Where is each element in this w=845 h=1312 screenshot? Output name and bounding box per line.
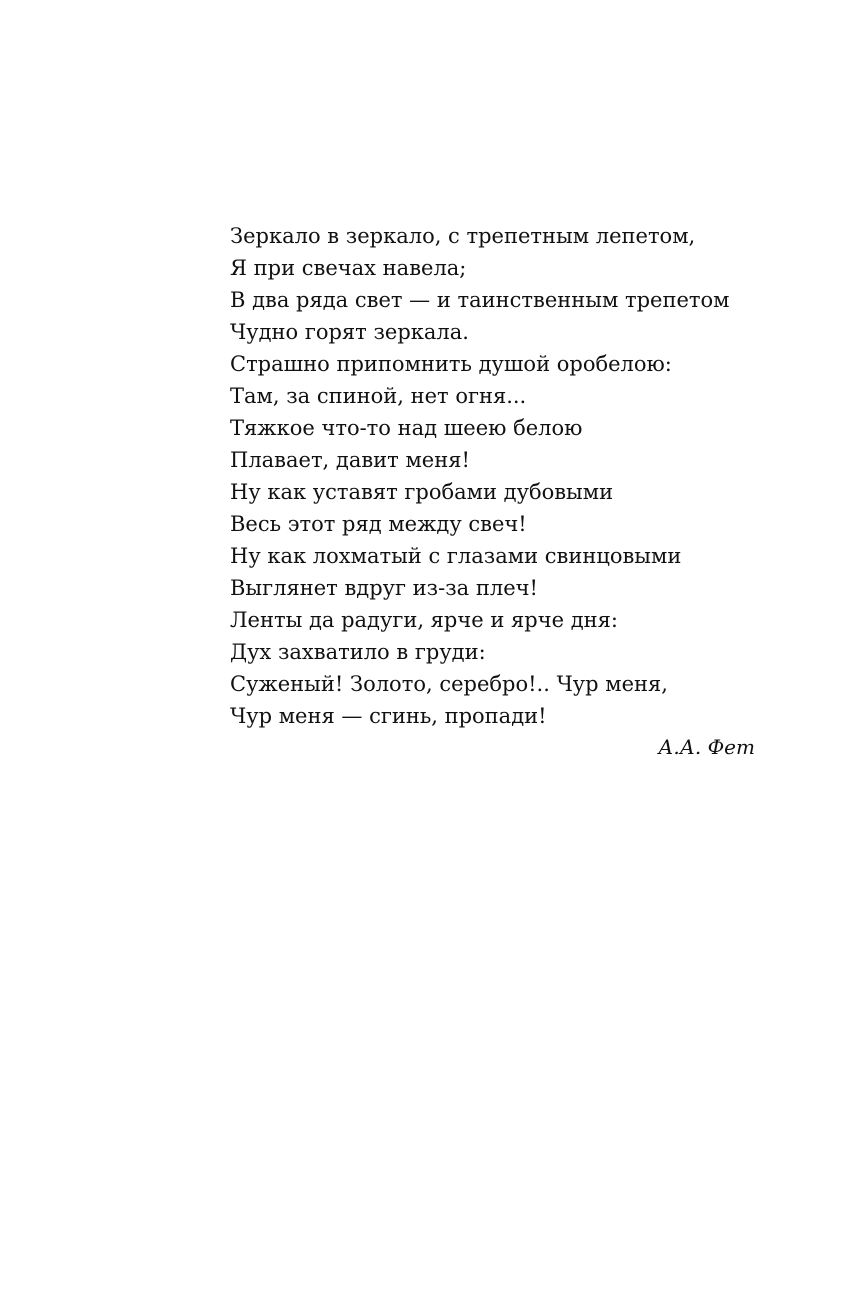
poem-line: Зеркало в зеркало, с трепетным лепетом, bbox=[230, 224, 696, 248]
poem-line: Там, за спиной, нет огня... bbox=[230, 384, 527, 408]
poem-line: Чудно горят зеркала. bbox=[230, 320, 469, 344]
poem-line: Ну как уставят гробами дубовыми bbox=[230, 480, 614, 504]
poem-author: А.А. Фет bbox=[658, 735, 755, 759]
poem-line: Я при свечах навела; bbox=[230, 256, 467, 280]
poem-line: Тяжкое что-то над шеею белою bbox=[230, 416, 583, 440]
poem-line: В два ряда свет — и таинственным трепетом bbox=[230, 288, 730, 312]
poem-line: Ну как лохматый с глазами свинцовыми bbox=[230, 544, 682, 568]
poem-line: Ленты да радуги, ярче и ярче дня: bbox=[230, 608, 618, 632]
poem-line: Плавает, давит меня! bbox=[230, 448, 470, 472]
poem-line: Суженый! Золото, серебро!.. Чур меня, bbox=[230, 672, 668, 696]
poem-text bbox=[230, 220, 770, 732]
poem-line: Чур меня — сгинь, пропади! bbox=[230, 704, 547, 728]
poem-line: Дух захватило в груди: bbox=[230, 640, 486, 664]
poem-line: Выглянет вдруг из-за плеч! bbox=[230, 576, 538, 600]
poem-line: Страшно припомнить душой оробелою: bbox=[230, 352, 672, 376]
poem-line: Весь этот ряд между свеч! bbox=[230, 512, 527, 536]
